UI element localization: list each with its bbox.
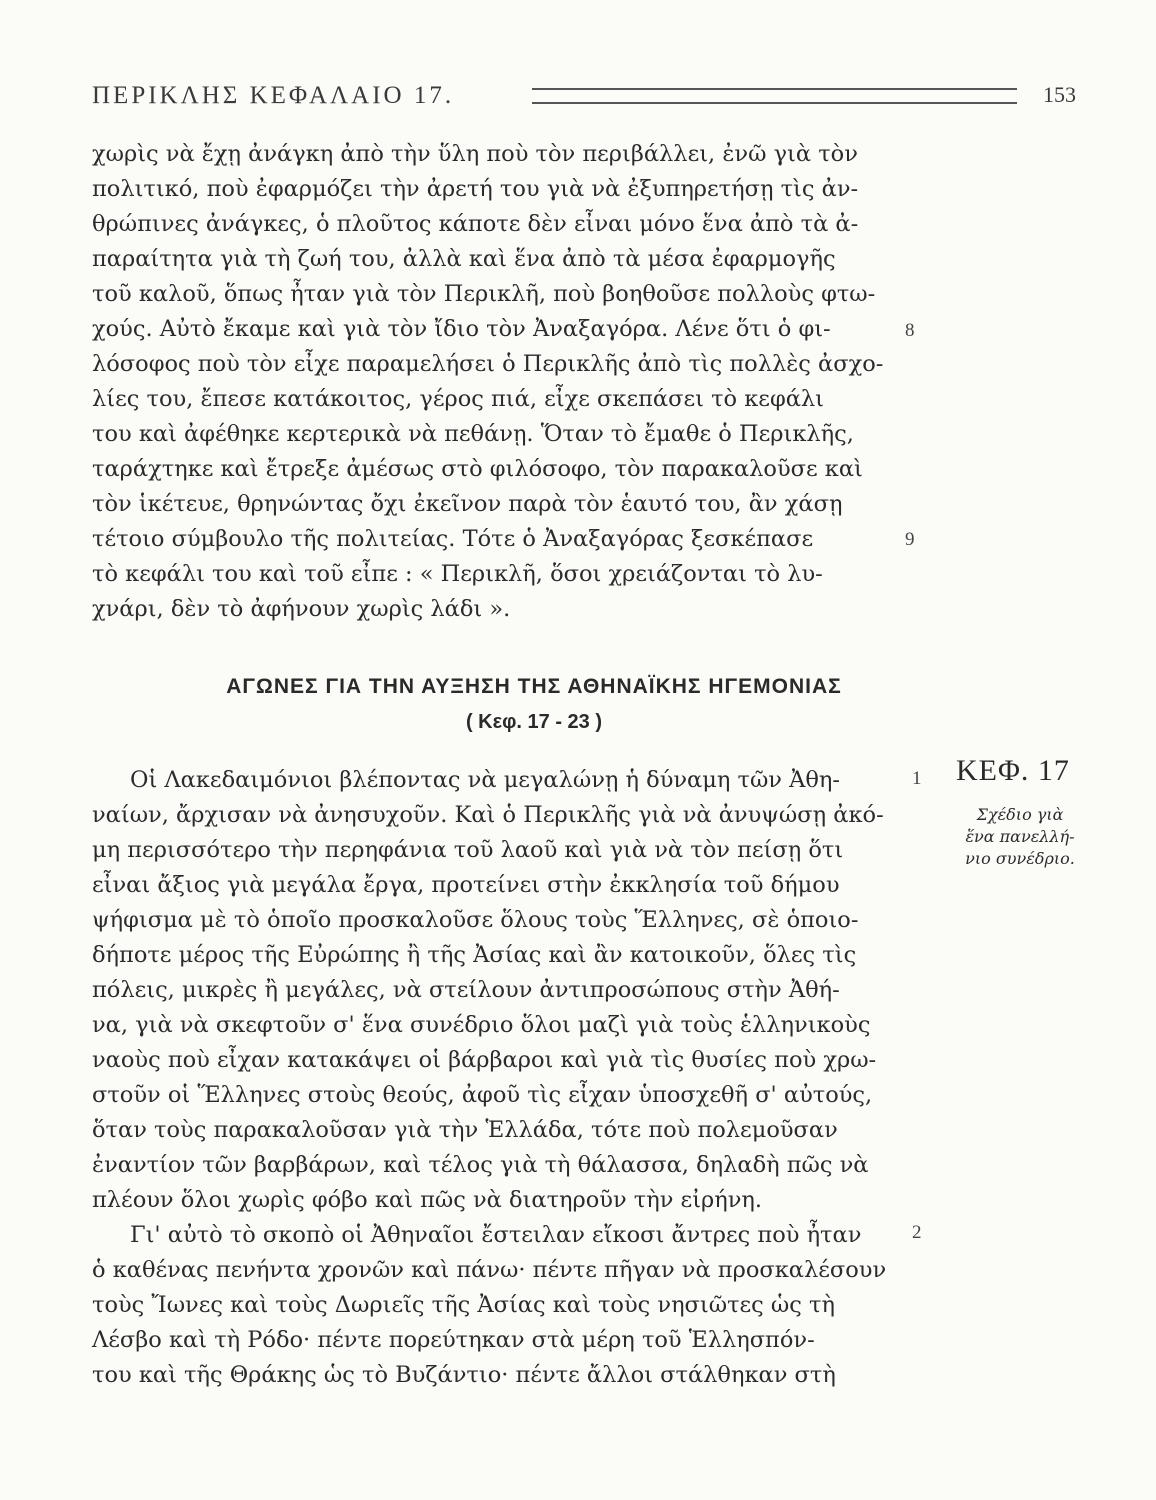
text-line: ἐναντίον τῶν βαρβάρων, καὶ τέλος γιὰ τὴ θάλασσα, δηλαδὴ πῶς νὰ	[92, 1152, 869, 1178]
text-line: τὸν ἱκέτευε, θρηνώντας ὄχι ἐκεῖνον παρὰ τὸν ἑαυτό του, ἂν χάσῃ	[92, 491, 843, 517]
text-line: Λέσβο καὶ τὴ Ρόδο· πέντε πορεύτηκαν στὰ μέρη τοῦ Ἑλλησπόν-	[92, 1327, 815, 1353]
text-line: θρώπινες ἀνάγκες, ὁ πλοῦτος κάποτε δὲν εἶναι μόνο ἕνα ἀπὸ τὰ ἀ-	[92, 211, 859, 237]
text-line: πλέουν ὅλοι χωρὶς φόβο καὶ πῶς νὰ διατηροῦν τὴν εἰρήνη.	[92, 1187, 763, 1213]
text-line: να, γιὰ νὰ σκεφτοῦν σ' ἕνα συνέδριο ὅλοι μαζὶ γιὰ τοὺς ἑλληνικοὺς	[92, 1012, 871, 1038]
chapter-label: ΚΕΦ. 17	[956, 754, 1070, 787]
text-line: εἶναι ἄξιος γιὰ μεγάλα ἔργα, προτείνει στὴν ἐκκλησία τοῦ δήμου	[92, 872, 840, 898]
running-head: ΠΕΡΙΚΛΗΣ ΚΕΦΑΛΑΙΟ 17.	[92, 82, 455, 109]
text-line: λόσοφος ποὺ τὸν εἶχε παραμελήσει ὁ Περικλῆς ἀπὸ τὶς πολλὲς ἀσχο-	[92, 351, 884, 377]
text-line: ὅταν τοὺς παρακαλοῦσαν γιὰ τὴν Ἑλλάδα, τότε ποὺ πολεμοῦσαν	[92, 1117, 838, 1143]
text-line: ναοὺς ποὺ εἶχαν κατακάψει οἱ βάρβαροι καὶ γιὰ τὶς θυσίες ποὺ χρω-	[92, 1047, 877, 1073]
paragraph-number: 2	[912, 1222, 922, 1243]
text-line: τὸ κεφάλι του καὶ τοῦ εἶπε : « Περικλῆ, ὅσοι χρειάζονται τὸ λυ-	[92, 561, 823, 587]
margin-note-line: νιο συνέδριο.	[965, 849, 1075, 868]
text-line: Οἱ Λακεδαιμόνιοι βλέποντας νὰ μεγαλώνῃ ἡ δύναμη τῶν Ἀθη-	[130, 767, 841, 793]
text-line: του καὶ ἀφέθηκε κερτερικὰ νὰ πεθάνῃ. Ὅταν τὸ ἔμαθε ὁ Περικλῆς,	[92, 421, 854, 447]
text-line: πόλεις, μικρὲς ἢ μεγάλες, νὰ στείλουν ἀντιπροσώπους στὴν Ἀθή-	[92, 977, 840, 1003]
paragraph-number: 1	[912, 768, 922, 789]
text-line: ψήφισμα μὲ τὸ ὁποῖο προσκαλοῦσε ὅλους τοὺς Ἕλληνες, σὲ ὁποιο-	[92, 907, 859, 933]
text-line: χωρὶς νὰ ἔχῃ ἀνάγκη ἀπὸ τὴν ὕλη ποὺ τὸν περιβάλλει, ἐνῶ γιὰ τὸν	[92, 141, 858, 167]
text-line: δήποτε μέρος τῆς Εὐρώπης ἢ τῆς Ἀσίας καὶ ἂν κατοικοῦν, ὅλες τὶς	[92, 942, 857, 968]
margin-note-line: Σχέδιο γιὰ	[976, 805, 1064, 824]
margin-note-line: ἕνα πανελλή-	[965, 827, 1075, 846]
text-line: τοὺς Ἴωνες καὶ τοὺς Δωριεῖς τῆς Ἀσίας καὶ τοὺς νησιῶτες ὡς τὴ	[92, 1292, 835, 1318]
paragraph-number: 9	[905, 529, 915, 550]
text-line: στοῦν οἱ Ἕλληνες στοὺς θεούς, ἀφοῦ τὶς εἶχαν ὑποσχεθῆ σ' αὐτούς,	[92, 1082, 873, 1108]
page-header	[92, 82, 1076, 116]
text-line: τοῦ καλοῦ, ὅπως ἦταν γιὰ τὸν Περικλῆ, ποὺ βοηθοῦσε πολλοὺς φτω-	[92, 281, 876, 307]
text-line: λίες του, ἔπεσε κατάκοιτος, γέρος πιά, εἶχε σκεπάσει τὸ κεφάλι	[92, 386, 824, 412]
text-line: χνάρι, δὲν τὸ ἀφήνουν χωρὶς λάδι ».	[92, 596, 511, 622]
text-line: πολιτικό, ποὺ ἐφαρμόζει τὴν ἀρετή του γιὰ νὰ ἐξυπηρετήσῃ τὶς ἀν-	[92, 176, 859, 202]
text-line: τέτοιο σύμβουλο τῆς πολιτείας. Τότε ὁ Ἀναξαγόρας ξεσκέπασε	[92, 526, 814, 552]
text-line: χούς. Αὐτὸ ἔκαμε καὶ γιὰ τὸν ἴδιο τὸν Ἀναξαγόρα. Λένε ὅτι ὁ φι-	[92, 316, 831, 342]
text-line: Γι' αὐτὸ τὸ σκοπὸ οἱ Ἀθηναῖοι ἔστειλαν εἴκοσι ἄντρες ποὺ ἦταν	[130, 1222, 862, 1248]
text-line: ταράχτηκε καὶ ἔτρεξε ἀμέσως στὸ φιλόσοφο, τὸν παρακαλοῦσε καὶ	[92, 456, 863, 482]
section-heading: ΑΓΩΝΕΣ ΓΙΑ ΤΗΝ ΑΥΞΗΣΗ ΤΗΣ ΑΘΗΝΑΪΚΗΣ ΗΓΕΜΟΝΙΑΣ	[226, 675, 842, 698]
page-number: 153	[1043, 82, 1076, 107]
text-line: μη περισσότερο τὴν περηφάνια τοῦ λαοῦ καὶ γιὰ νὰ τὸν πείσῃ ὅτι	[92, 837, 844, 863]
text-line: παραίτητα γιὰ τὴ ζωή του, ἀλλὰ καὶ ἕνα ἀπὸ τὰ μέσα ἐφαρμογῆς	[92, 246, 836, 272]
header-rule	[532, 88, 1017, 104]
text-line: ναίων, ἄρχισαν νὰ ἀνησυχοῦν. Καὶ ὁ Περικλῆς γιὰ νὰ ἀνυψώσῃ ἀκό-	[92, 802, 884, 828]
text-line: του καὶ τῆς Θράκης ὡς τὸ Βυζάντιο· πέντε ἄλλοι στάλθηκαν στὴ	[92, 1362, 836, 1388]
text-line: ὁ καθένας πενήντα χρονῶν καὶ πάνω· πέντε πῆγαν νὰ προσκαλέσουν	[92, 1257, 887, 1283]
paragraph-number: 8	[905, 320, 915, 341]
chapter-range: ( Κεφ. 17 - 23 )	[465, 711, 603, 733]
